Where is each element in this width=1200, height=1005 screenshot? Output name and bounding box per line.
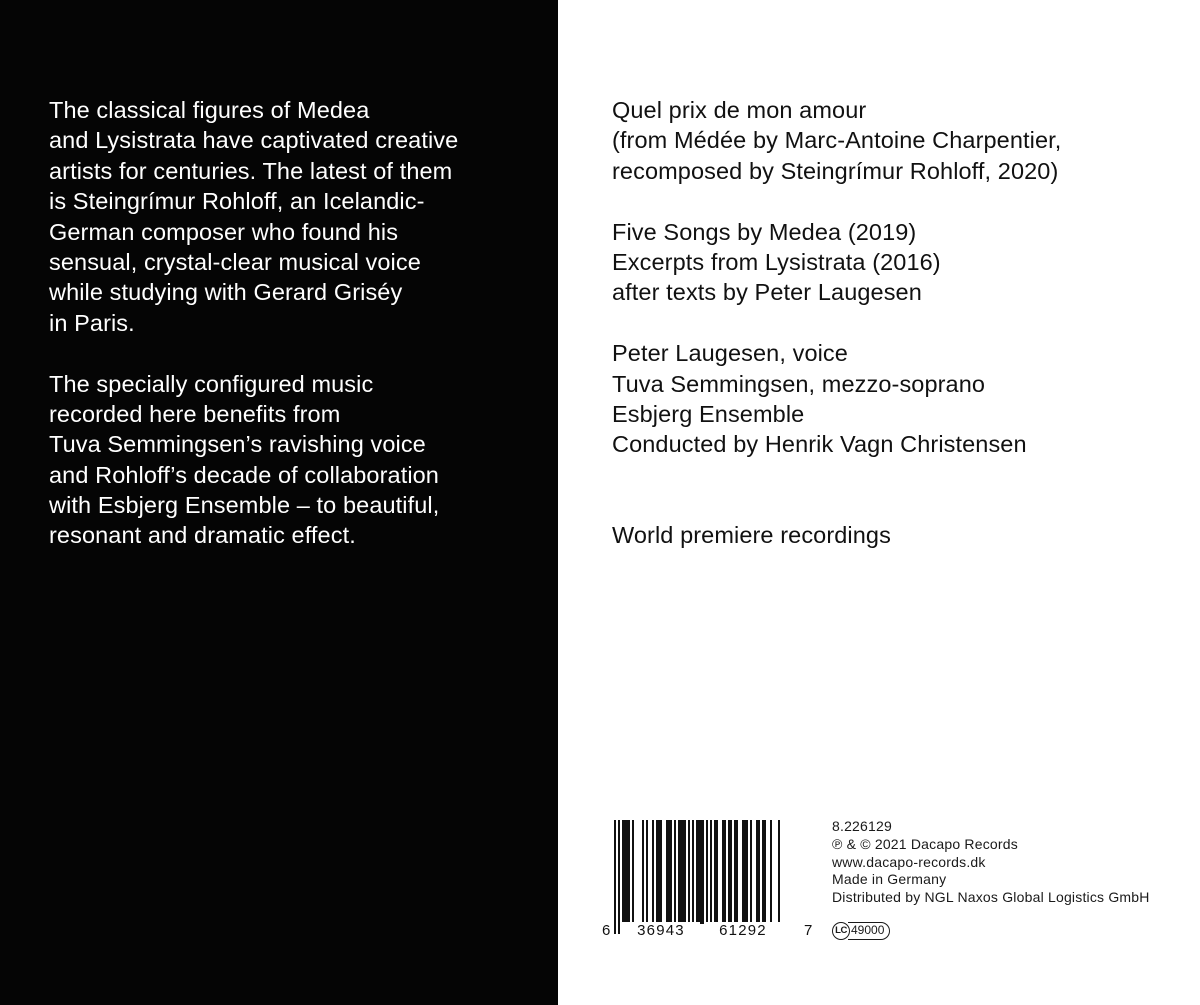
lc-code: 49000 (848, 922, 890, 940)
label-info (832, 818, 1192, 907)
performer: Conducted by Henrik Vagn Christensen (612, 431, 1027, 458)
section-spacer (612, 186, 1172, 216)
barcode-bar (736, 820, 738, 924)
description-line: resonant and dramatic effect. (49, 522, 356, 549)
description-line: is Steingrímur Rohloff, an Icelandic- (49, 188, 425, 215)
description-line: and Lysistrata have captivated creative (49, 127, 459, 154)
barcode-bar (730, 820, 732, 924)
description-line: recorded here benefits from (49, 400, 341, 427)
barcode-bar (652, 820, 654, 924)
label-code-badge (832, 921, 890, 941)
barcode-bar (682, 820, 684, 924)
barcode-bar (742, 820, 744, 924)
work-detail: recomposed by Steingrímur Rohloff, 2020) (612, 157, 1059, 184)
description-text (49, 95, 529, 551)
barcode-bar (722, 820, 724, 924)
description-line: sensual, crystal-clear musical voice (49, 248, 421, 275)
barcode-bar (714, 820, 716, 924)
barcode-bar (632, 820, 634, 924)
description-line: in Paris. (49, 309, 135, 336)
distribution-notice: Distributed by NGL Naxos Global Logistics GmbH (832, 889, 1150, 906)
barcode-bar (678, 820, 680, 924)
track-credits (612, 95, 1172, 551)
performer: Esbjerg Ensemble (612, 400, 805, 427)
performer: Peter Laugesen, voice (612, 340, 848, 367)
description-line: The specially configured music (49, 370, 374, 397)
barcode-bar (696, 820, 698, 924)
barcode-bar (770, 820, 772, 924)
barcode-left-group: 36943 (622, 922, 700, 940)
barcode-bar (744, 820, 746, 924)
right-panel (558, 0, 1200, 1005)
barcode-bar (622, 820, 624, 924)
section-spacer (612, 460, 1172, 521)
barcode-bar (614, 820, 616, 934)
barcode-bar (734, 820, 736, 924)
barcode-bar (758, 820, 760, 924)
work-title: Quel prix de mon amour (612, 97, 867, 123)
barcode-bar (688, 820, 690, 924)
description-line: artists for centuries. The latest of them (49, 157, 453, 184)
barcode-bar (626, 820, 628, 924)
barcode-bar (762, 820, 764, 924)
barcode-bar (702, 820, 704, 924)
barcode-bar (660, 820, 662, 924)
barcode-bar (680, 820, 682, 924)
barcode-bar (684, 820, 686, 924)
description-line: and Rohloff’s decade of collaboration (49, 461, 439, 488)
description-line: with Esbjerg Ensemble – to beautiful, (49, 492, 440, 519)
barcode-bar (716, 820, 718, 924)
barcode-bar (700, 820, 702, 924)
barcode-bar (698, 820, 700, 924)
barcode-bar (778, 820, 780, 924)
description-line: Tuva Semmingsen’s ravishing voice (49, 431, 426, 458)
barcode-bar (674, 820, 676, 924)
barcode-bar (666, 820, 668, 924)
catalog-number: 8.226129 (832, 818, 892, 834)
work-title: Excerpts from Lysistrata (2016) (612, 248, 941, 275)
barcode-bar (764, 820, 766, 924)
work-detail: (from Médée by Marc-Antoine Charpentier, (612, 127, 1062, 154)
barcode-bar (624, 820, 626, 924)
barcode-first-digit: 6 (602, 922, 611, 939)
performer: Tuva Semmingsen, mezzo-soprano (612, 370, 986, 397)
work-title: Five Songs by Medea (2019) (612, 218, 917, 245)
paragraph-spacer (49, 338, 529, 368)
barcode-bar (646, 820, 648, 924)
description-line: The classical figures of Medea (49, 97, 370, 123)
barcode-bar (756, 820, 758, 924)
copyright-notice: ℗ & © 2021 Dacapo Records (832, 835, 1018, 852)
barcode-bar (618, 820, 620, 934)
barcode-bar (656, 820, 658, 924)
work-detail: after texts by Peter Laugesen (612, 279, 922, 306)
barcode-bar (728, 820, 730, 924)
barcode-bar (670, 820, 672, 924)
premiere-note: World premiere recordings (612, 522, 891, 549)
barcode-bar (642, 820, 644, 924)
barcode-bar (658, 820, 660, 924)
origin-notice: Made in Germany (832, 871, 947, 888)
barcode-bar (746, 820, 748, 924)
barcode-bar (710, 820, 712, 934)
barcode-bar (706, 820, 708, 934)
barcode-bar (628, 820, 630, 924)
left-panel (0, 0, 558, 1005)
section-spacer (612, 308, 1172, 338)
barcode-last-digit: 7 (804, 922, 813, 939)
barcode-bar (668, 820, 670, 924)
barcode-bar (724, 820, 726, 924)
barcode-bar (692, 820, 694, 924)
barcode (602, 818, 813, 948)
barcode-bar (750, 820, 752, 924)
website-link[interactable]: www.dacapo-records.dk (832, 853, 986, 870)
description-line: German composer who found his (49, 218, 399, 245)
lc-icon: LC (832, 922, 850, 940)
barcode-right-group: 61292 (704, 922, 782, 940)
description-line: while studying with Gerard Griséy (49, 279, 403, 306)
